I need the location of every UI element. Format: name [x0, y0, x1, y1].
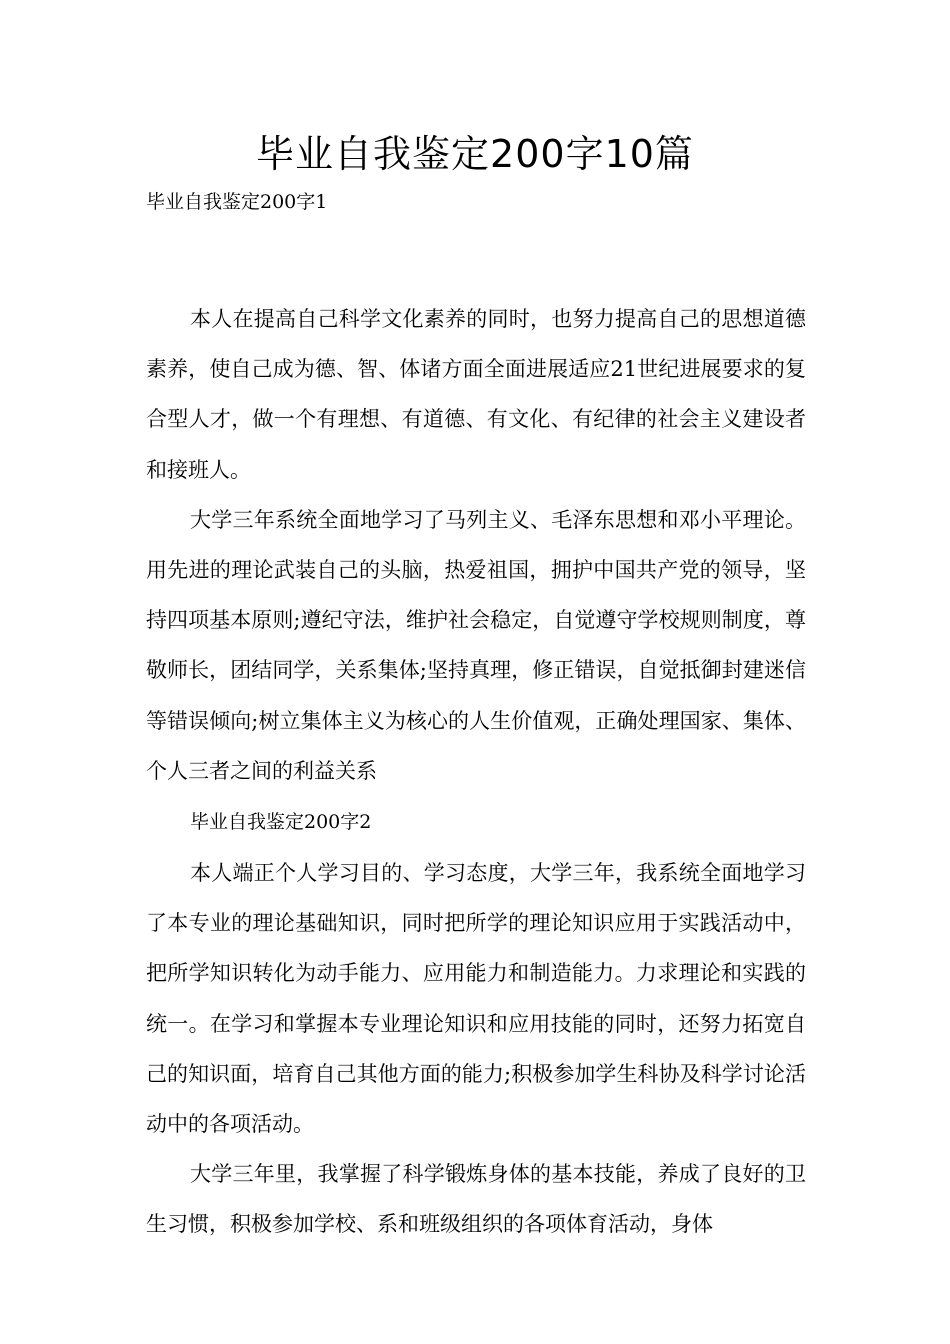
paragraph: 大学三年里，我掌握了科学锻炼身体的基本技能，养成了良好的卫生习惯，积极参加学校、系和班级组织的各项体育活动，身体 — [146, 1162, 806, 1237]
paragraph: 大学三年系统全面地学习了马列主义、毛泽东思想和邓小平理论。用先进的理论武装自己的头脑，热爱祖国，拥护中国共产党的领导，坚持四项基本原则;遵纪守法，维护社会稳定，自觉遵守学校规则制度，尊敬师长，团结同学，关系集体;坚持真理，修正错误，自觉抵御封建迷信等错误倾向;树立集体主义为核心的人生价值观，正确处理国家、集体、个人三者之间的利益关系 — [146, 507, 806, 783]
paragraph: 本人在提高自己科学文化素养的同时，也努力提高自己的思想道德素养，使自己成为德、智、体诸方面全面进展适应21世纪进展要求的复合型人才，做一个有理想、有道德、有文化、有纪律的社会主义建设者和接班人。 — [146, 307, 806, 482]
document-title: 毕业自我鉴定200字10篇 — [256, 132, 694, 176]
paragraph: 本人端正个人学习目的、学习态度，大学三年，我系统全面地学习了本专业的理论基础知识，同时把所学的理论知识应用于实践活动中，把所学知识转化为动手能力、应用能力和制造能力。力求理论和实践的统一。在学习和掌握本专业理论知识和应用技能的同时，还努力拓宽自己的知识面，培育自己其他方面的能力;积极参加学生科协及科学讨论活动中的各项活动。 — [146, 861, 806, 1137]
section-heading-2: 毕业自我鉴定200字2 — [190, 811, 372, 834]
section-heading-1: 毕业自我鉴定200字1 — [146, 191, 328, 213]
document-body — [146, 182, 806, 1250]
spacer — [146, 222, 806, 294]
